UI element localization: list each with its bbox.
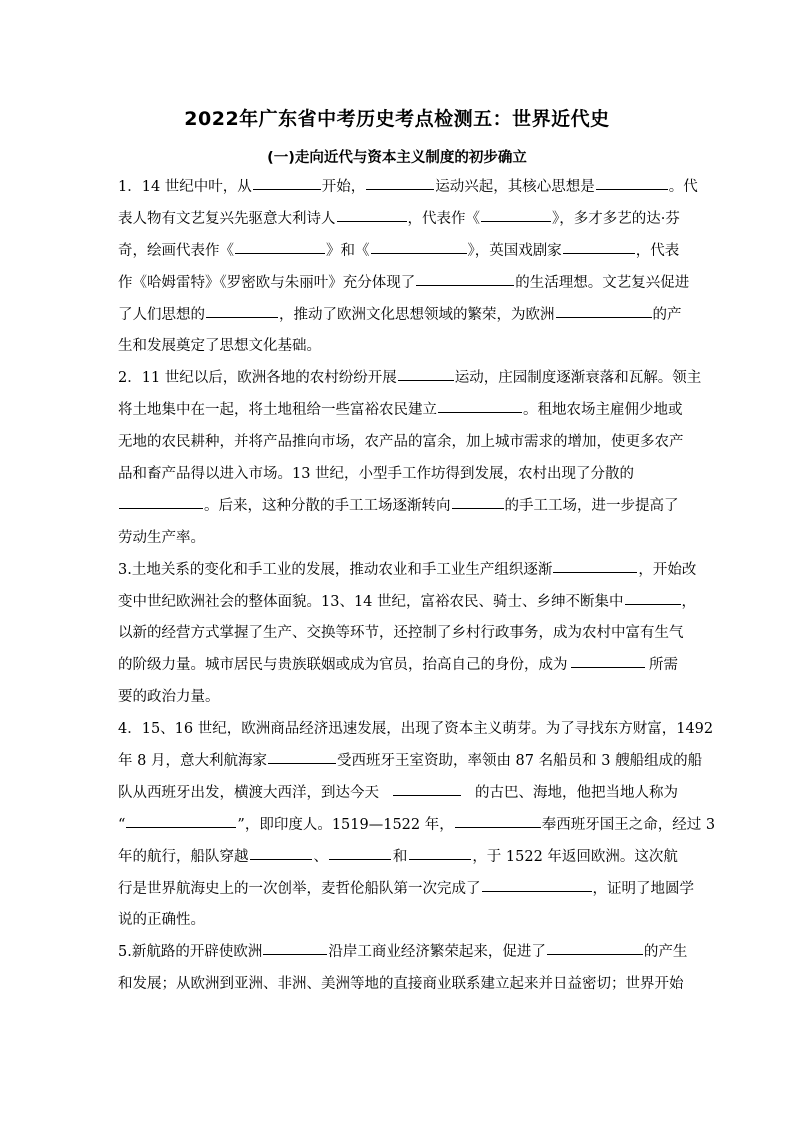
text-line [118, 523, 678, 555]
text-segment: 奉西班牙国王之命，经过 3 [541, 816, 716, 833]
text-segment: ”，即印度人。1519—1522 年， [237, 816, 454, 833]
text-segment: 以新的经营方式掌握了生产、交换等环节，还控制了乡村行政事务，成为农村中富有生气 [118, 625, 684, 642]
fill-in-blank[interactable] [398, 379, 454, 381]
text-line [118, 618, 684, 650]
text-line [118, 331, 678, 363]
fill-in-blank[interactable] [393, 794, 461, 796]
fill-in-blank[interactable] [547, 953, 643, 955]
text-segment: 的古巴、海地，他把当地人称为 [475, 784, 678, 801]
document-title: 2022年广东省中考历史考点检测五：世界近代史 [184, 108, 610, 130]
fill-in-blank[interactable] [206, 316, 278, 318]
text-segment: 、 [313, 848, 328, 865]
text-segment: 奇，绘画代表作《 [118, 242, 234, 259]
text-line [118, 268, 690, 300]
text-line [118, 682, 678, 714]
text-segment: 的生活理想。文艺复兴促进 [515, 274, 690, 291]
text-segment: 运动兴起，其核心思想是 [435, 179, 595, 195]
text-segment: 》，英国戏剧家 [467, 242, 562, 259]
text-segment: ，代表 [635, 242, 680, 259]
text-segment: 品和畜产品得以进入市场。13 世纪，小型手工作坊得到发展，农村出现了分散的 [118, 466, 635, 483]
fill-in-blank[interactable] [596, 188, 668, 190]
text-segment: 4．15、16 世纪，欧洲商品经济迅速发展，出现了资本主义萌芽。为了寻找东方财富，1492 [118, 721, 714, 738]
fill-in-blank[interactable] [452, 507, 504, 509]
text-line [118, 874, 694, 906]
text-line [118, 555, 697, 587]
text-line [118, 905, 678, 937]
text-line [118, 491, 678, 523]
text-line [118, 204, 678, 236]
text-line [118, 937, 688, 969]
fill-in-blank[interactable] [126, 826, 236, 828]
text-segment: 行是世界航海史上的一次创举，麦哲伦船队第一次完成了 [118, 880, 481, 897]
text-segment: 了人们思想的 [118, 306, 205, 323]
text-line [118, 427, 684, 459]
section-heading: (一)走向近代与资本主义制度的初步确立 [267, 150, 527, 166]
text-segment: 开始， [321, 179, 366, 195]
fill-in-blank[interactable] [409, 858, 471, 860]
fill-in-blank[interactable] [571, 666, 645, 668]
text-segment: 沿岸工商业经济繁荣起来，促进了 [328, 944, 546, 961]
fill-in-blank[interactable] [625, 603, 681, 605]
fill-in-blank[interactable] [438, 411, 522, 413]
fill-in-blank[interactable] [416, 284, 514, 286]
text-segment: ，推动了欧洲文化思想领域的繁荣，为欧洲 [279, 306, 555, 323]
text-segment: 将土地集中在一起，将土地租给一些富裕农民建立 [118, 402, 437, 419]
document-body [118, 172, 716, 1001]
text-segment: 3.土地关系的变化和手工业的发展，推动农业和手工业生产组织逐渐 [118, 561, 553, 578]
text-segment: 》和《 [326, 242, 370, 259]
text-segment: 》，多才多艺的达·芬 [552, 210, 680, 227]
text-segment: 运动，庄园制度逐渐衰落和瓦解。领主 [454, 370, 702, 387]
text-segment: 。后来，这种分散的手工工场逐渐转向 [204, 497, 451, 514]
fill-in-blank[interactable] [556, 316, 652, 318]
text-line [118, 172, 698, 204]
text-line [118, 587, 697, 619]
text-line [118, 650, 678, 682]
text-segment: 5.新航路的开辟使欧洲 [118, 944, 263, 961]
text-segment: 无地的农民耕种，并将产品推向市场，农产品的富余，加上城市需求的增加，使更多农产 [118, 434, 684, 451]
text-segment: 作《哈姆雷特》《罗密欧与朱丽叶》充分体现了 [118, 274, 416, 291]
text-segment: 和 [392, 848, 408, 865]
fill-in-blank[interactable] [563, 252, 635, 254]
text-segment: ， [681, 593, 697, 610]
fill-in-blank[interactable] [119, 507, 203, 509]
text-segment: 生和发展奠定了思想文化基础。 [118, 338, 321, 355]
fill-in-blank[interactable] [337, 220, 407, 222]
fill-in-blank[interactable] [371, 252, 467, 254]
fill-in-blank[interactable] [250, 858, 312, 860]
fill-in-blank[interactable] [329, 858, 391, 860]
text-segment: 的产 [652, 306, 682, 323]
text-line [118, 236, 678, 268]
fill-in-blank[interactable] [366, 188, 434, 190]
text-segment: 所需 [649, 657, 678, 674]
text-segment: ，证明了地圆学 [592, 880, 694, 897]
text-segment: 受西班牙王室资助，率领由 87 名船员和 3 艘船组成的船 [336, 753, 703, 770]
text-segment: 的产生 [643, 944, 688, 961]
text-segment: 和发展；从欧洲到亚洲、非洲、美洲等地的直接商业联系建立起来并日益密切；世界开始 [118, 976, 684, 993]
text-segment: 的手工工场，进一步提高了 [504, 497, 679, 514]
text-segment: 年 8 月，意大利航海家 [118, 753, 267, 770]
text-line [118, 842, 678, 874]
fill-in-blank[interactable] [482, 890, 592, 892]
fill-in-blank[interactable] [268, 762, 336, 764]
text-segment: “ [118, 816, 126, 833]
text-line [118, 459, 678, 491]
text-line [118, 363, 702, 395]
fill-in-blank[interactable] [553, 571, 637, 573]
text-segment: 年的航行，船队穿越 [118, 848, 249, 865]
text-segment: ，代表作《 [407, 210, 480, 227]
fill-in-blank[interactable] [481, 220, 551, 222]
text-line [118, 300, 682, 332]
fill-in-blank[interactable] [263, 953, 327, 955]
text-segment: 的阶级力量。城市居民与贵族联姻或成为官员，抬高自己的身份，成为 [118, 657, 568, 674]
text-line [118, 395, 683, 427]
text-line [118, 810, 716, 842]
text-segment: 队从西班牙出发，横渡大西洋，到达今天 [118, 784, 379, 801]
text-segment: 变中世纪欧洲社会的整体面貌。13、14 世纪，富裕农民、骑士、乡绅不断集中 [118, 593, 624, 610]
text-segment: 。代 [668, 179, 698, 195]
text-line [118, 778, 678, 810]
text-segment: 2．11 世纪以后，欧洲各地的农村纷纷开展 [118, 370, 397, 387]
text-line [118, 969, 684, 1001]
text-segment: ，开始改 [638, 561, 697, 578]
fill-in-blank[interactable] [253, 188, 321, 190]
fill-in-blank[interactable] [455, 826, 541, 828]
text-segment: 说的正确性。 [118, 912, 205, 929]
text-segment: 。租地农场主雇佣少地或 [523, 402, 683, 419]
text-segment: 1．14 世纪中叶，从 [118, 179, 252, 195]
text-line [118, 714, 714, 746]
fill-in-blank[interactable] [235, 252, 325, 254]
text-line [118, 746, 703, 778]
text-segment: 表人物有文艺复兴先驱意大利诗人 [118, 210, 336, 227]
text-segment: 要的政治力量。 [118, 689, 220, 706]
text-segment: 劳动生产率。 [118, 529, 205, 546]
text-segment: ，于 1522 年返回欧洲。这次航 [472, 848, 678, 865]
